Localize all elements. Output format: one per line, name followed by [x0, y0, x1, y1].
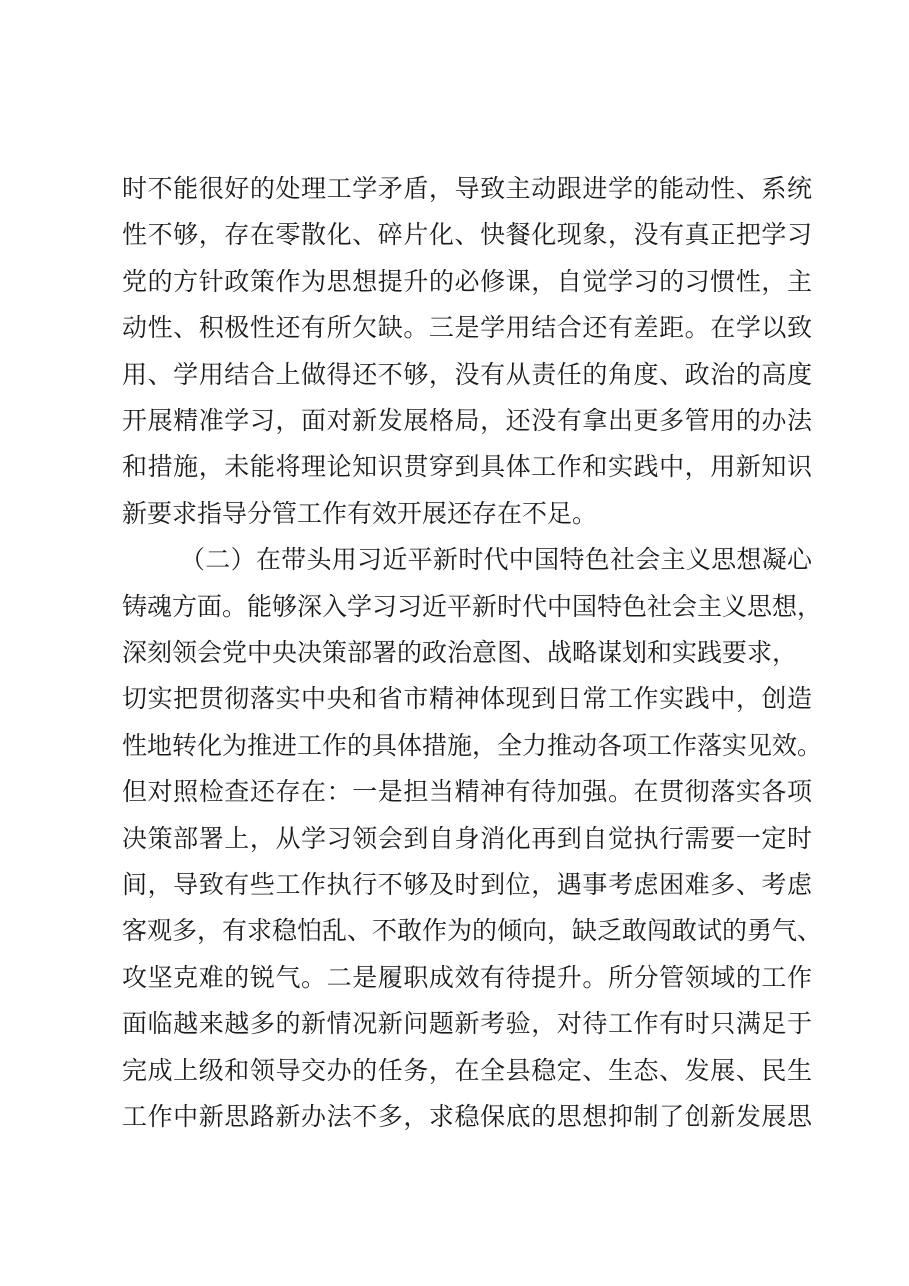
text-line-9: （二）在带头用习近平新时代中国特色社会主义思想凝心: [180, 545, 812, 574]
text-line-5: 用、学用结合上做得还不够，没有从责任的角度、政治的高度: [122, 360, 812, 389]
text-line-13: 性地转化为推进工作的具体措施，全力推动各项工作落实见效。: [122, 731, 823, 760]
text-line-11: 深刻领会党中央决策部署的政治意图、战略谋划和实践要求，: [122, 638, 798, 667]
text-line-20: 完成上级和领导交办的任务，在全县稳定、生态、发展、民生: [122, 1056, 812, 1085]
text-line-16: 间，导致有些工作执行不够及时到位，遇事考虑困难多、考虑: [122, 870, 812, 899]
text-line-15: 决策部署上，从学习领会到自身消化再到自觉执行需要一定时: [122, 824, 812, 853]
text-line-4: 动性、积极性还有所欠缺。三是学用结合还有差距。在学以致: [122, 313, 812, 342]
text-line-12: 切实把贯彻落实中央和省市精神体现到日常工作实践中，创造: [122, 684, 812, 713]
text-line-8: 新要求指导分管工作有效开展还存在不足。: [122, 499, 598, 528]
text-line-18: 攻坚克难的锐气。二是履职成效有待提升。所分管领域的工作: [122, 963, 812, 992]
text-line-7: 和措施，未能将理论知识贯穿到具体工作和实践中，用新知识: [122, 452, 812, 481]
text-line-1: 时不能很好的处理工学矛盾，导致主动跟进学的能动性、系统: [122, 174, 812, 203]
text-line-19: 面临越来越多的新情况新问题新考验，对待工作有时只满足于: [122, 1009, 812, 1038]
text-line-2: 性不够，存在零散化、碎片化、快餐化现象，没有真正把学习: [122, 220, 812, 249]
text-line-14: 但对照检查还存在：一是担当精神有待加强。在贯彻落实各项: [122, 777, 812, 806]
text-line-17: 客观多，有求稳怕乱、不敢作为的倾向，缺乏敢闯敢试的勇气、: [122, 916, 823, 945]
text-line-3: 党的方针政策作为思想提升的必修课，自觉学习的习惯性，主: [122, 267, 812, 296]
text-line-21: 工作中新思路新办法不多，求稳保底的思想抑制了创新发展思: [122, 1102, 812, 1131]
text-line-6: 开展精准学习，面对新发展格局，还没有拿出更多管用的办法: [122, 406, 812, 435]
text-line-10: 铸魂方面。能够深入学习习近平新时代中国特色社会主义思想，: [122, 592, 823, 621]
